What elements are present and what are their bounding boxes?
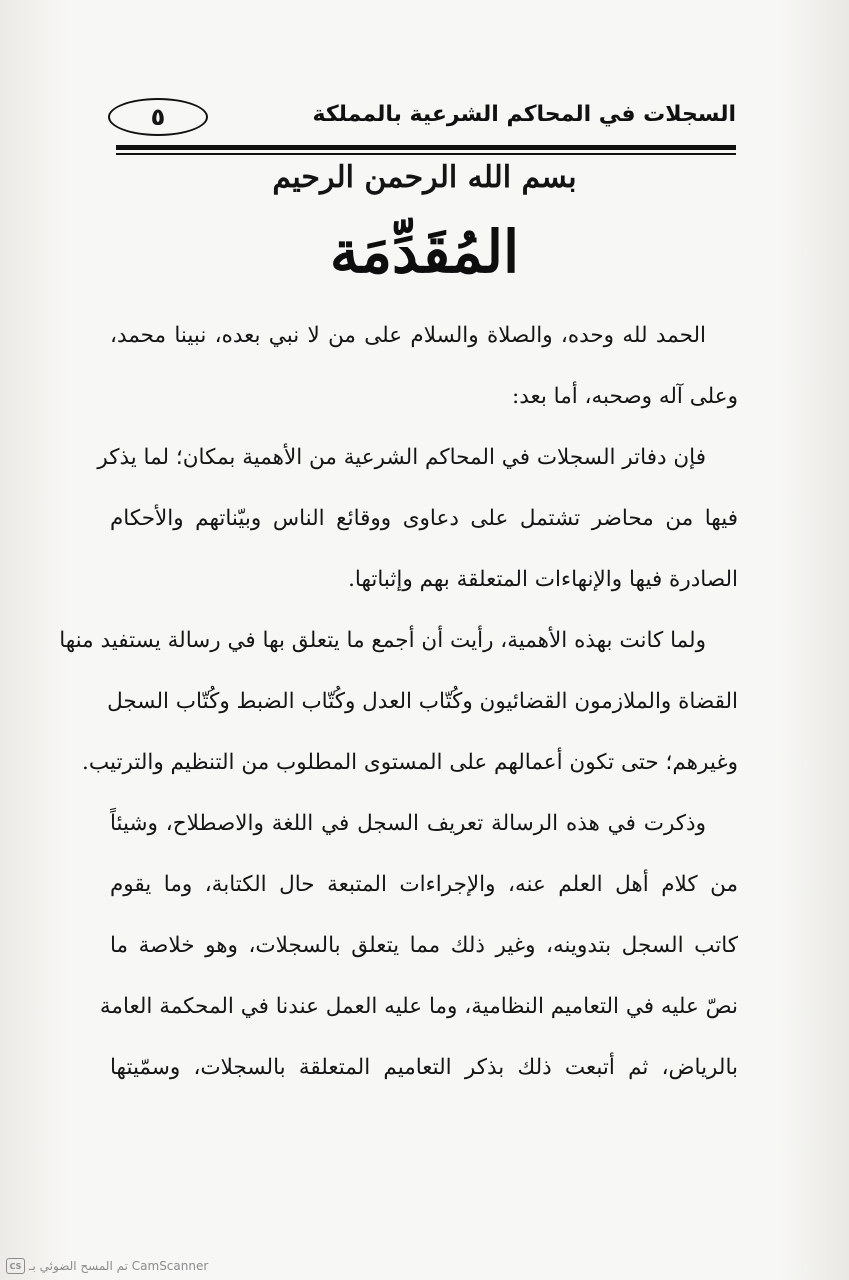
- paragraph-line: وذكرت في هذه الرسالة تعريف السجل في اللغة والاصطلاح، وشيئاً: [110, 811, 706, 836]
- paragraph-line: الصادرة فيها والإنهاءات المتعلقة بهم وإثباتها.: [348, 567, 738, 592]
- paragraph-line: فإن دفاتر السجلات في المحاكم الشرعية من الأهمية بمكان؛ لما يذكر: [97, 445, 706, 470]
- page-number: ٥: [108, 98, 208, 136]
- paragraph-line: القضاة والملازمون القضائيون وكُتّاب العدل وكُتّاب الضبط وكُتّاب السجل: [107, 689, 738, 714]
- chapter-title: المُقَدِّمَة: [329, 218, 520, 286]
- paragraph-line: فيها من محاضر تشتمل على دعاوى ووقائع الناس وبيّناتهم والأحكام: [110, 506, 738, 531]
- paragraph-line: من كلام أهل العلم عنه، والإجراءات المتبعة حال الكتابة، وما يقوم: [110, 872, 738, 897]
- running-title: السجلات في المحاكم الشرعية بالمملكة: [312, 102, 736, 127]
- paragraph-line: ولما كانت بهذه الأهمية، رأيت أن أجمع ما يتعلق بها في رسالة يستفيد منها: [59, 628, 706, 653]
- paragraph-line: نصّ عليه في التعاميم النظامية، وما عليه العمل عندنا في المحكمة العامة: [99, 994, 738, 1019]
- body-text: [59, 305, 738, 1098]
- paragraph-line: الحمد لله وحده، والصلاة والسلام على من لا نبي بعده، نبينا محمد،: [110, 323, 706, 348]
- paragraph-line: كاتب السجل بتدوينه، وغير ذلك مما يتعلق بالسجلات، وهو خلاصة ما: [110, 933, 738, 958]
- camscanner-watermark: [6, 1258, 208, 1274]
- paragraph-line: بالرياض، ثم أتبعت ذلك بذكر التعاميم المتعلقة بالسجلات، وسمّيتها: [110, 1055, 738, 1080]
- header-rule-thick: [116, 145, 736, 150]
- page-header: [108, 96, 736, 142]
- camscanner-logo-icon: CS: [6, 1258, 25, 1274]
- camscanner-text: تم المسح الضوئي بـ CamScanner: [29, 1259, 209, 1273]
- paragraph-line: وعلى آله وصحبه، أما بعد:: [511, 384, 738, 409]
- header-rule-thin: [116, 153, 736, 155]
- basmala-calligraphy: بسم الله الرحمن الرحيم: [272, 160, 577, 195]
- paragraph-line: وغيرهم؛ حتى تكون أعمالهم على المستوى المطلوب من التنظيم والترتيب.: [82, 750, 738, 775]
